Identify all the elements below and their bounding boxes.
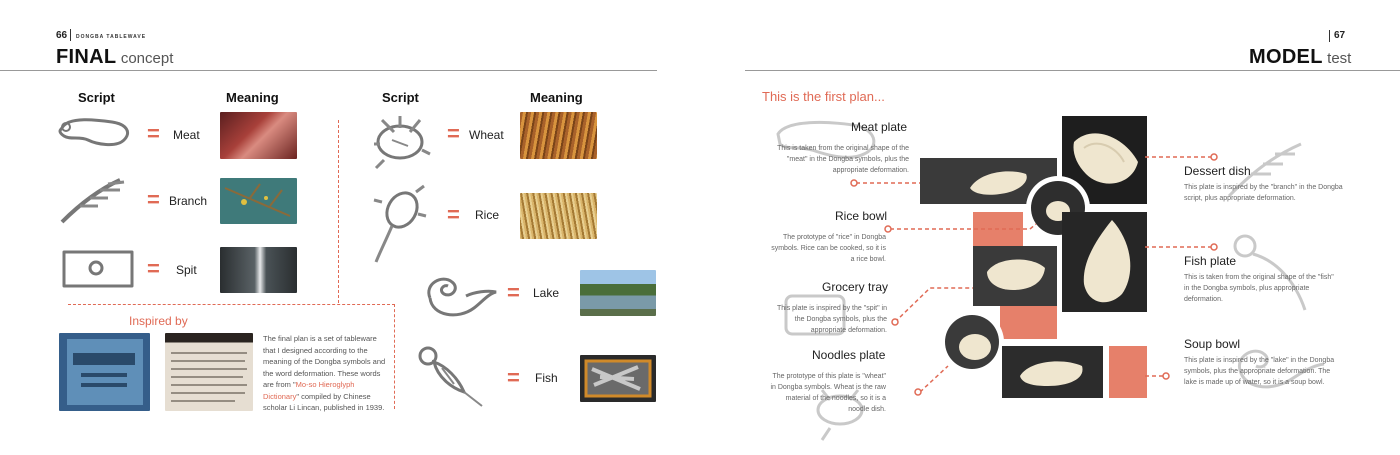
word-branch: Branch xyxy=(169,194,208,208)
desc-soup-bowl: This plate is inspired by the "lake" in the Dongba symbols, plus the appropriate deformation. The lake is made up of water, so it is a soup bowl. xyxy=(1184,357,1335,386)
label-rice-bowl: Rice bowl xyxy=(835,209,888,223)
col-header-meaning-2: Meaning xyxy=(530,90,583,105)
page-title-right xyxy=(1249,46,1351,69)
word-lake: Lake xyxy=(533,286,560,300)
label-soup-bowl: Soup bowl xyxy=(1184,337,1241,351)
body-text-2: " compiled by Chinese scholar Li Lincan, published in 1939. xyxy=(263,391,385,412)
connector-lines xyxy=(840,140,1240,400)
rice-photo xyxy=(520,193,597,239)
lake-script-icon xyxy=(418,268,498,326)
spit-script-icon xyxy=(58,246,138,292)
title-light-right: test xyxy=(1327,50,1352,67)
word-rice: Rice xyxy=(475,208,500,222)
desc-dessert-dish: This plate is inspired by the "branch" in the Dongba script, plus appropriate deformation. xyxy=(1184,184,1343,202)
desc-noodles-plate: The prototype of this plate is "wheat" in Dongba symbols. Wheat is the raw material of the noodles, so it is a noodle dish. xyxy=(770,373,886,413)
dictionary-cover-photo xyxy=(59,333,150,411)
body-text-1: The final plan is a set of tableware that I designed according to the meaning of the Dongba symbols and the word deformation. These words are from " xyxy=(263,334,386,389)
label-meat-plate: Meat plate xyxy=(851,120,908,134)
desc-fish-plate: This is taken from the original shape of the "fish" in the Dongba symbols, plus appropriate deformation. xyxy=(1184,274,1334,303)
title-bold-right: MODEL xyxy=(1249,46,1323,68)
col-header-script-2: Script xyxy=(382,90,419,105)
col-header-meaning: Meaning xyxy=(226,90,279,105)
title-light-left: concept xyxy=(120,50,174,67)
equals-sign: = xyxy=(447,121,460,146)
dictionary-page-photo xyxy=(165,333,253,411)
branch-photo xyxy=(220,178,297,224)
wheat-script-icon xyxy=(364,110,436,170)
inspired-by-title: Inspired by xyxy=(129,314,188,328)
brand-label: DONGBA TABLEWAVE xyxy=(76,34,147,40)
page-title-left xyxy=(56,46,173,69)
inspired-divider xyxy=(394,304,395,409)
desc-grocery-tray: This plate is inspired by the "spit" in the Dongba symbols, plus the appropriate deformation. xyxy=(776,305,887,334)
meat-script-icon xyxy=(54,114,134,154)
fish-script-icon xyxy=(412,344,496,410)
lake-photo xyxy=(580,270,656,316)
desc-meat-plate: This is taken from the original shape of the "meat" in the Dongba symbols, plus the appropriate deformation. xyxy=(777,145,909,174)
meat-photo xyxy=(220,112,297,159)
equals-sign: = xyxy=(507,280,520,305)
fish-photo xyxy=(580,355,656,402)
label-dessert-dish: Dessert dish xyxy=(1184,164,1251,178)
col-header-script: Script xyxy=(78,90,115,105)
intro-text: This is the first plan... xyxy=(762,89,885,104)
word-wheat: Wheat xyxy=(469,128,504,142)
inspired-body-text xyxy=(263,333,391,414)
desc-rice-bowl: The prototype of "rice" in Dongba symbols. Rice can be cooked, so it is a rice bowl. xyxy=(771,234,886,263)
equals-sign: = xyxy=(147,187,160,212)
label-fish-plate: Fish plate xyxy=(1184,254,1237,268)
wheat-photo xyxy=(520,112,597,159)
title-bold-left: FINAL xyxy=(56,46,117,68)
label-noodles-plate: Noodles plate xyxy=(812,348,886,362)
word-fish: Fish xyxy=(535,371,558,385)
spit-photo xyxy=(220,247,297,293)
page-number-left: 66 xyxy=(56,30,68,41)
page-number-divider-right xyxy=(1329,30,1330,42)
page-number-right: 67 xyxy=(1334,30,1346,41)
page-number-divider xyxy=(70,29,71,41)
equals-sign: = xyxy=(147,121,160,146)
branch-script-icon xyxy=(58,176,128,226)
header-rule-right xyxy=(745,70,1400,71)
equals-sign: = xyxy=(147,256,160,281)
word-meat: Meat xyxy=(173,128,200,142)
word-spit: Spit xyxy=(176,263,197,277)
rice-script-icon xyxy=(368,184,430,264)
label-grocery-tray: Grocery tray xyxy=(822,280,889,294)
header-rule-left xyxy=(0,70,657,71)
equals-sign: = xyxy=(447,202,460,227)
section-divider xyxy=(68,304,395,305)
dictionary-link[interactable]: Mo-so Hieroglyph Dictionary xyxy=(263,380,355,401)
column-divider xyxy=(338,120,339,303)
equals-sign: = xyxy=(507,365,520,390)
